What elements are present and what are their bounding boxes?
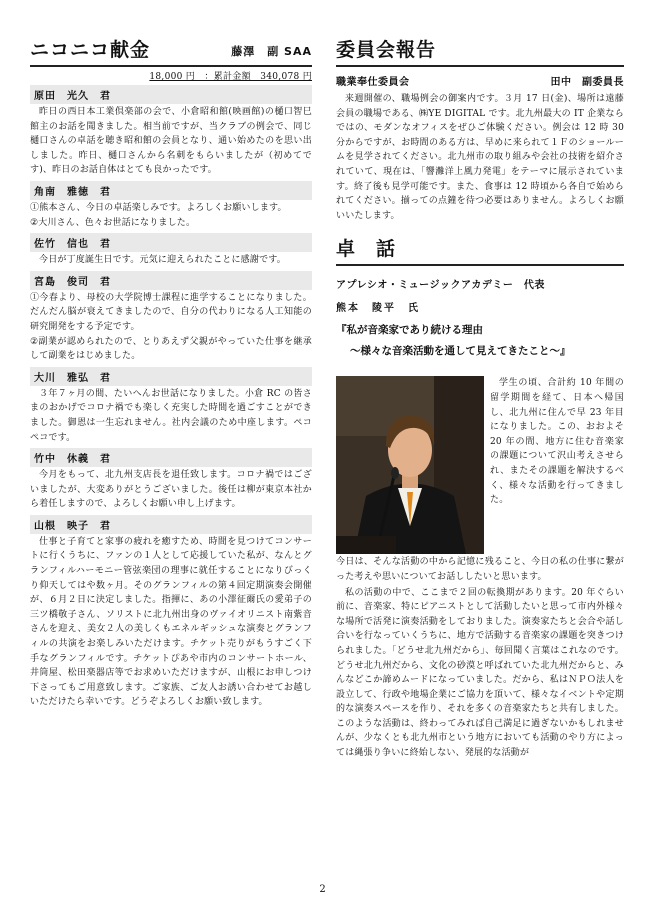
donor-name: 大川 雅弘 君 [30,367,312,386]
donor-message: 今月をもって、北九州支店長を退任致します。コロナ禍ではございましたが、大変ありがとうございました。後任は柳が東京本社から着任しますので、よろしくお願い申し上げます。 [30,470,312,510]
donor-name: 宮島 俊司 君 [30,271,312,290]
donor-name: 原田 光久 君 [30,85,312,104]
donor-name: 竹中 休義 君 [30,448,312,467]
talk-body: 私の活動の中で、ここまで２回の転換期があります。20 年ぐらい前に、音楽家、特にピアニストとして活動したいと思って市内外様々な場所で活発に演奏活動をしておりました。演奏家たちと会合や話し合いを行なっていくうちに、地方で活動する音楽家の課題を突きつけられました。「どうせ北九州だから」、毎回聞く言葉はこれなのです。どうせ北九州だから、文化の砂漠と呼ばれていた北九州だからと、みんなどこか諦めムードになっていました。だから、私はＮＰＯ法人を設立して、行政や地場企業にご協力を頂いて、様々なイベントや定期的な演奏スペースを作り、それを多くの音楽家たちと共有しました。このような活動は、終わってみれば自己満足に過ぎないかもしれませんが、少なくとも北九州市という地方においても活動のやり方によっては縄張り争いに終始しない、発展的な活動が [336,587,624,759]
talk-intro-text: 学生の頃、合計約 10 年間の留学期間を経て、日本へ帰国し、北九州に住んで早 23 年目になりました。この、おおよそ 20 年の間、地方に住む音楽家の課題について沢山考えさせられ、またその課題を解決するべく、様々な活動を行ってきました。 [490,378,624,506]
committee-report-title: 委員会報告 [336,39,437,61]
donation-byline: 藤澤 副 SAA [231,45,312,58]
heading-divider [336,65,624,67]
donation-title: ニコニコ献金 [30,39,151,61]
donor-message: 仕事と子育てと家事の疲れを癒すため、時間を見つけてコンサートに行くうちに、ファンの１人として応援していた私が、なんとグランフィルハーモニー管弦楽団の理事に就任することになりびっくり仰天してはや数ヶ月。そのグランフィルの第４回定期演奏会開催が、６月２日に決定しました。指揮に、あの小澤征爾氏の愛弟子の三ツ橋敬子さん、ソリストに北九州出身のヴァイオリニスト南紫音さんを迎え、美女２人の美しくもエネルギッシュな演奏とグランフィルの共演をお楽しみいただけます。チケット売りがもうすごく下手なグランフィルです。チケットぴあや市内のコンサートホール、井筒屋、松田楽器店等でお求めいただけますが、山根にお申しつけ下さってもご用意致します。ご家族、ご友人お誘い合わせてお越しいただけたら幸いです。どうぞよろしくお願い致します。 [30,536,312,708]
donor-message: 今日が丁度誕生日です。元気に迎えられたことに感謝です。 [39,255,286,266]
donor-name: 角南 雅徳 君 [30,181,312,200]
donor-message: 昨日の西日本工業倶楽部の会で、小倉昭和館(映画館)の樋口智巳館主のお話を聞きました。相当前ですが、当クラブの例会で、同じ樋口さんの卓話を聴き昭和館の会員となり、通い始めたのを思い出しました。昨日、樋口さんから名刺をもらいましたが（初めてです)、昨日のお話自体はとても良かったです。 [30,107,312,176]
talk-title: 『私が音楽家であり続ける理由 [336,324,483,337]
donation-heading-row [30,38,312,62]
committee-report-text: 来週開催の、職場例会の御案内です。３月 17 日(金)、場所は遠藤会員の職場である、㈱YE DIGITAL です。北九州最大の IT 企業ならではの、モダンなオフィスをぜひご体験ください。例会は 12 時 30 分からですが、お時間のある方は、早めに来られて１Ｆのショールームを見学されてください。北九州市の取り組みや会社の技術を紹介されていて、現在は、「響灘洋上風力発電」をテーマに展示されています。終了後も見学可能です。また、食事は 12 時頃から各自で始められてください。揃っての点鐘を待つ必要はありません。よろしくお願いいたします。 [336,94,624,221]
heading-divider [336,264,624,266]
donor-message: ３年７ヶ月の間、たいへんお世話になりました。小倉 RC の皆さまのおかげでコロナ禍でも楽しく充実した時間を過ごすことができました。御恩は一生忘れません。社内会議のため中座します。ペコペコです。 [30,388,312,443]
talk-section-title: 卓 話 [336,238,397,261]
speaker-photo-block [336,376,624,554]
talk-body: 今日は、そんな活動の中から記憶に残ること、今日の私の仕事に繋がった考えや思いについてお話ししたいと思います。 [336,557,624,582]
donor-name: 山根 映子 君 [30,515,312,534]
donor-name: 佐竹 信也 君 [30,233,312,252]
speaker-name: 熊本 陵平 氏 [336,303,420,315]
committee-person: 田中 副委員長 [550,77,624,88]
donation-column [30,38,312,710]
page-number: 2 [319,884,326,895]
report-column [336,38,624,761]
talk-subtitle: ～様々な音楽活動を通して見えてきたこと～』 [350,345,571,358]
speaker-organization: アプレシオ・ミュージックアカデミー 代表 [336,280,545,292]
speaker-photo [336,376,484,554]
committee-header [336,73,624,88]
donor-message: ①今春より、母校の大学院博士課程に進学することになりました。だんだん脳が衰えてきましたので、自分の代わりになる人工知能の研究開発をする予定です。 ②副業が認められたので、とりあえず父親がやっていた仕事を継承して副業をはじめました。 [30,292,312,362]
speaker-photo-illustration [336,376,484,554]
donor-message: ①熊本さん、今日の卓話楽しみです。よろしくお願いします。 ②大川さん、色々お世話になりました。 [30,202,287,228]
heading-divider [30,65,312,67]
donation-amount: 18,000 円 ：累計金額 340,078 円 [149,72,312,82]
committee-name: 職業奉仕委員会 [336,77,410,88]
talk-heading-block [336,237,624,266]
